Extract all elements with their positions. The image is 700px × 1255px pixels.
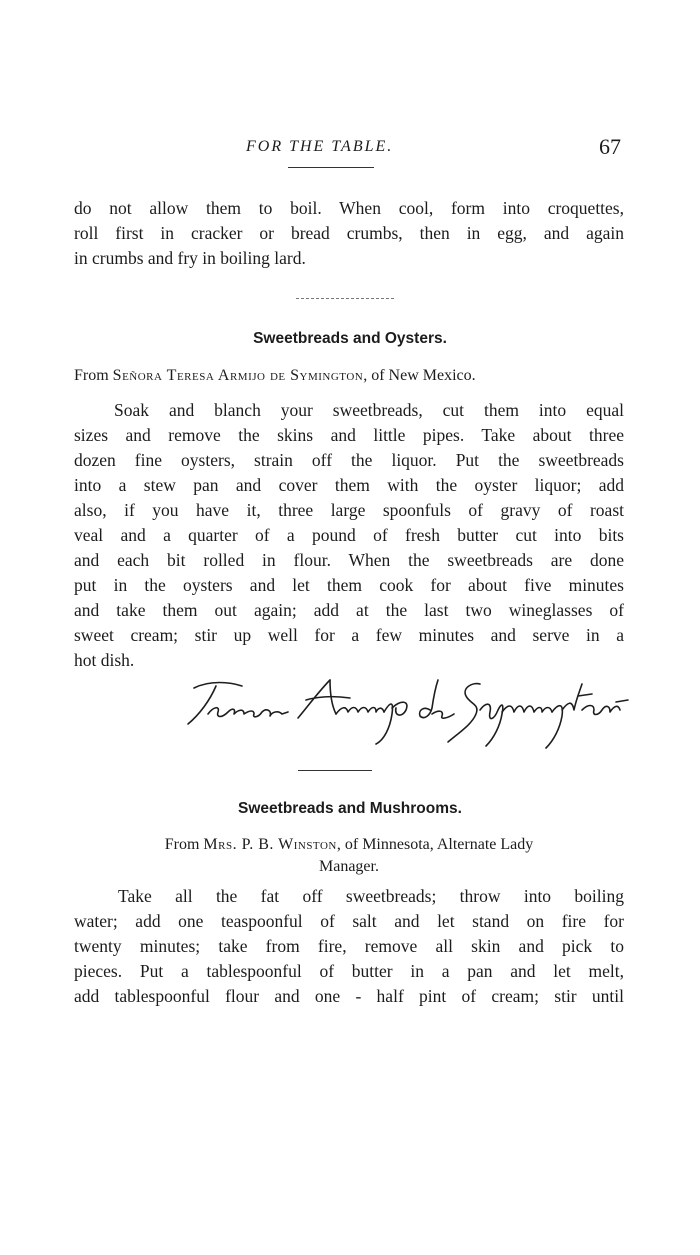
paragraph-line: sizes and remove the skins and little pipes. Take about three [74,425,624,445]
paragraph-line: do not allow them to boil. When cool, form into croquettes, [74,198,624,218]
paragraph-line: roll first in cracker or bread crumbs, then in egg, and again [74,223,624,243]
running-title: FOR THE TABLE. [246,138,394,155]
paragraph-line: also, if you have it, three large spoonfuls of gravy of roast [74,500,624,520]
intro-paragraph [74,196,624,271]
paragraph-line: and each bit rolled in flour. When the sweetbreads are done [74,550,624,570]
byline-name: Mrs. P. B. Winston [203,836,337,853]
byline-from: From [164,836,200,853]
recipe-heading: Sweetbreads and Mushrooms. [238,800,462,817]
paragraph-line: Soak and blanch your sweetbreads, cut them into equal [114,400,624,420]
section-divider [296,298,394,299]
paragraph-line: water; add one teaspoonful of salt and let stand on fire for [74,911,624,931]
byline-place: , of New Mexico. [363,367,476,384]
paragraph-line: veal and a quarter of a pound of fresh butter cut into bits [74,525,624,545]
paragraph-line: sweet cream; stir up well for a few minutes and serve in a [74,625,624,645]
byline-place-continued: Manager. [319,858,379,875]
page-number: 67 [599,134,621,159]
paragraph-line: twenty minutes; take from fire, remove all skin and pick to [74,936,624,956]
paragraph-line: in crumbs and fry in boiling lard. [74,248,306,268]
running-head [0,134,700,168]
recipe-body [74,884,624,1009]
section-divider [298,770,372,771]
paragraph-line: pieces. Put a tablespoonful of butter in a pan and let melt, [74,961,624,981]
paragraph-line: dozen fine oysters, strain off the liquor. Put the sweetbreads [74,450,624,470]
paragraph-line: Take all the fat off sweetbreads; throw into boiling [118,886,624,906]
recipe-body [74,398,624,673]
running-head-rule [288,167,374,168]
recipe-byline [74,834,624,878]
paragraph-line: add tablespoonful flour and one - half pint of cream; stir until [74,986,624,1006]
paragraph-line: hot dish. [74,650,135,670]
byline-place: , of Minnesota, Alternate Lady [336,836,534,853]
paragraph-line: and take them out again; add at the last two wineglasses of [74,600,624,620]
byline-from: From [74,367,109,384]
paragraph-line: put in the oysters and let them cook for about five minutes [74,575,624,595]
recipe-byline [74,365,624,387]
paragraph-line: into a stew pan and cover them with the oyster liquor; add [74,475,624,495]
recipe-heading: Sweetbreads and Oysters. [253,330,447,347]
handwritten-signature [180,670,630,750]
byline-name: Señora Teresa Armijo de Symington [112,367,364,384]
